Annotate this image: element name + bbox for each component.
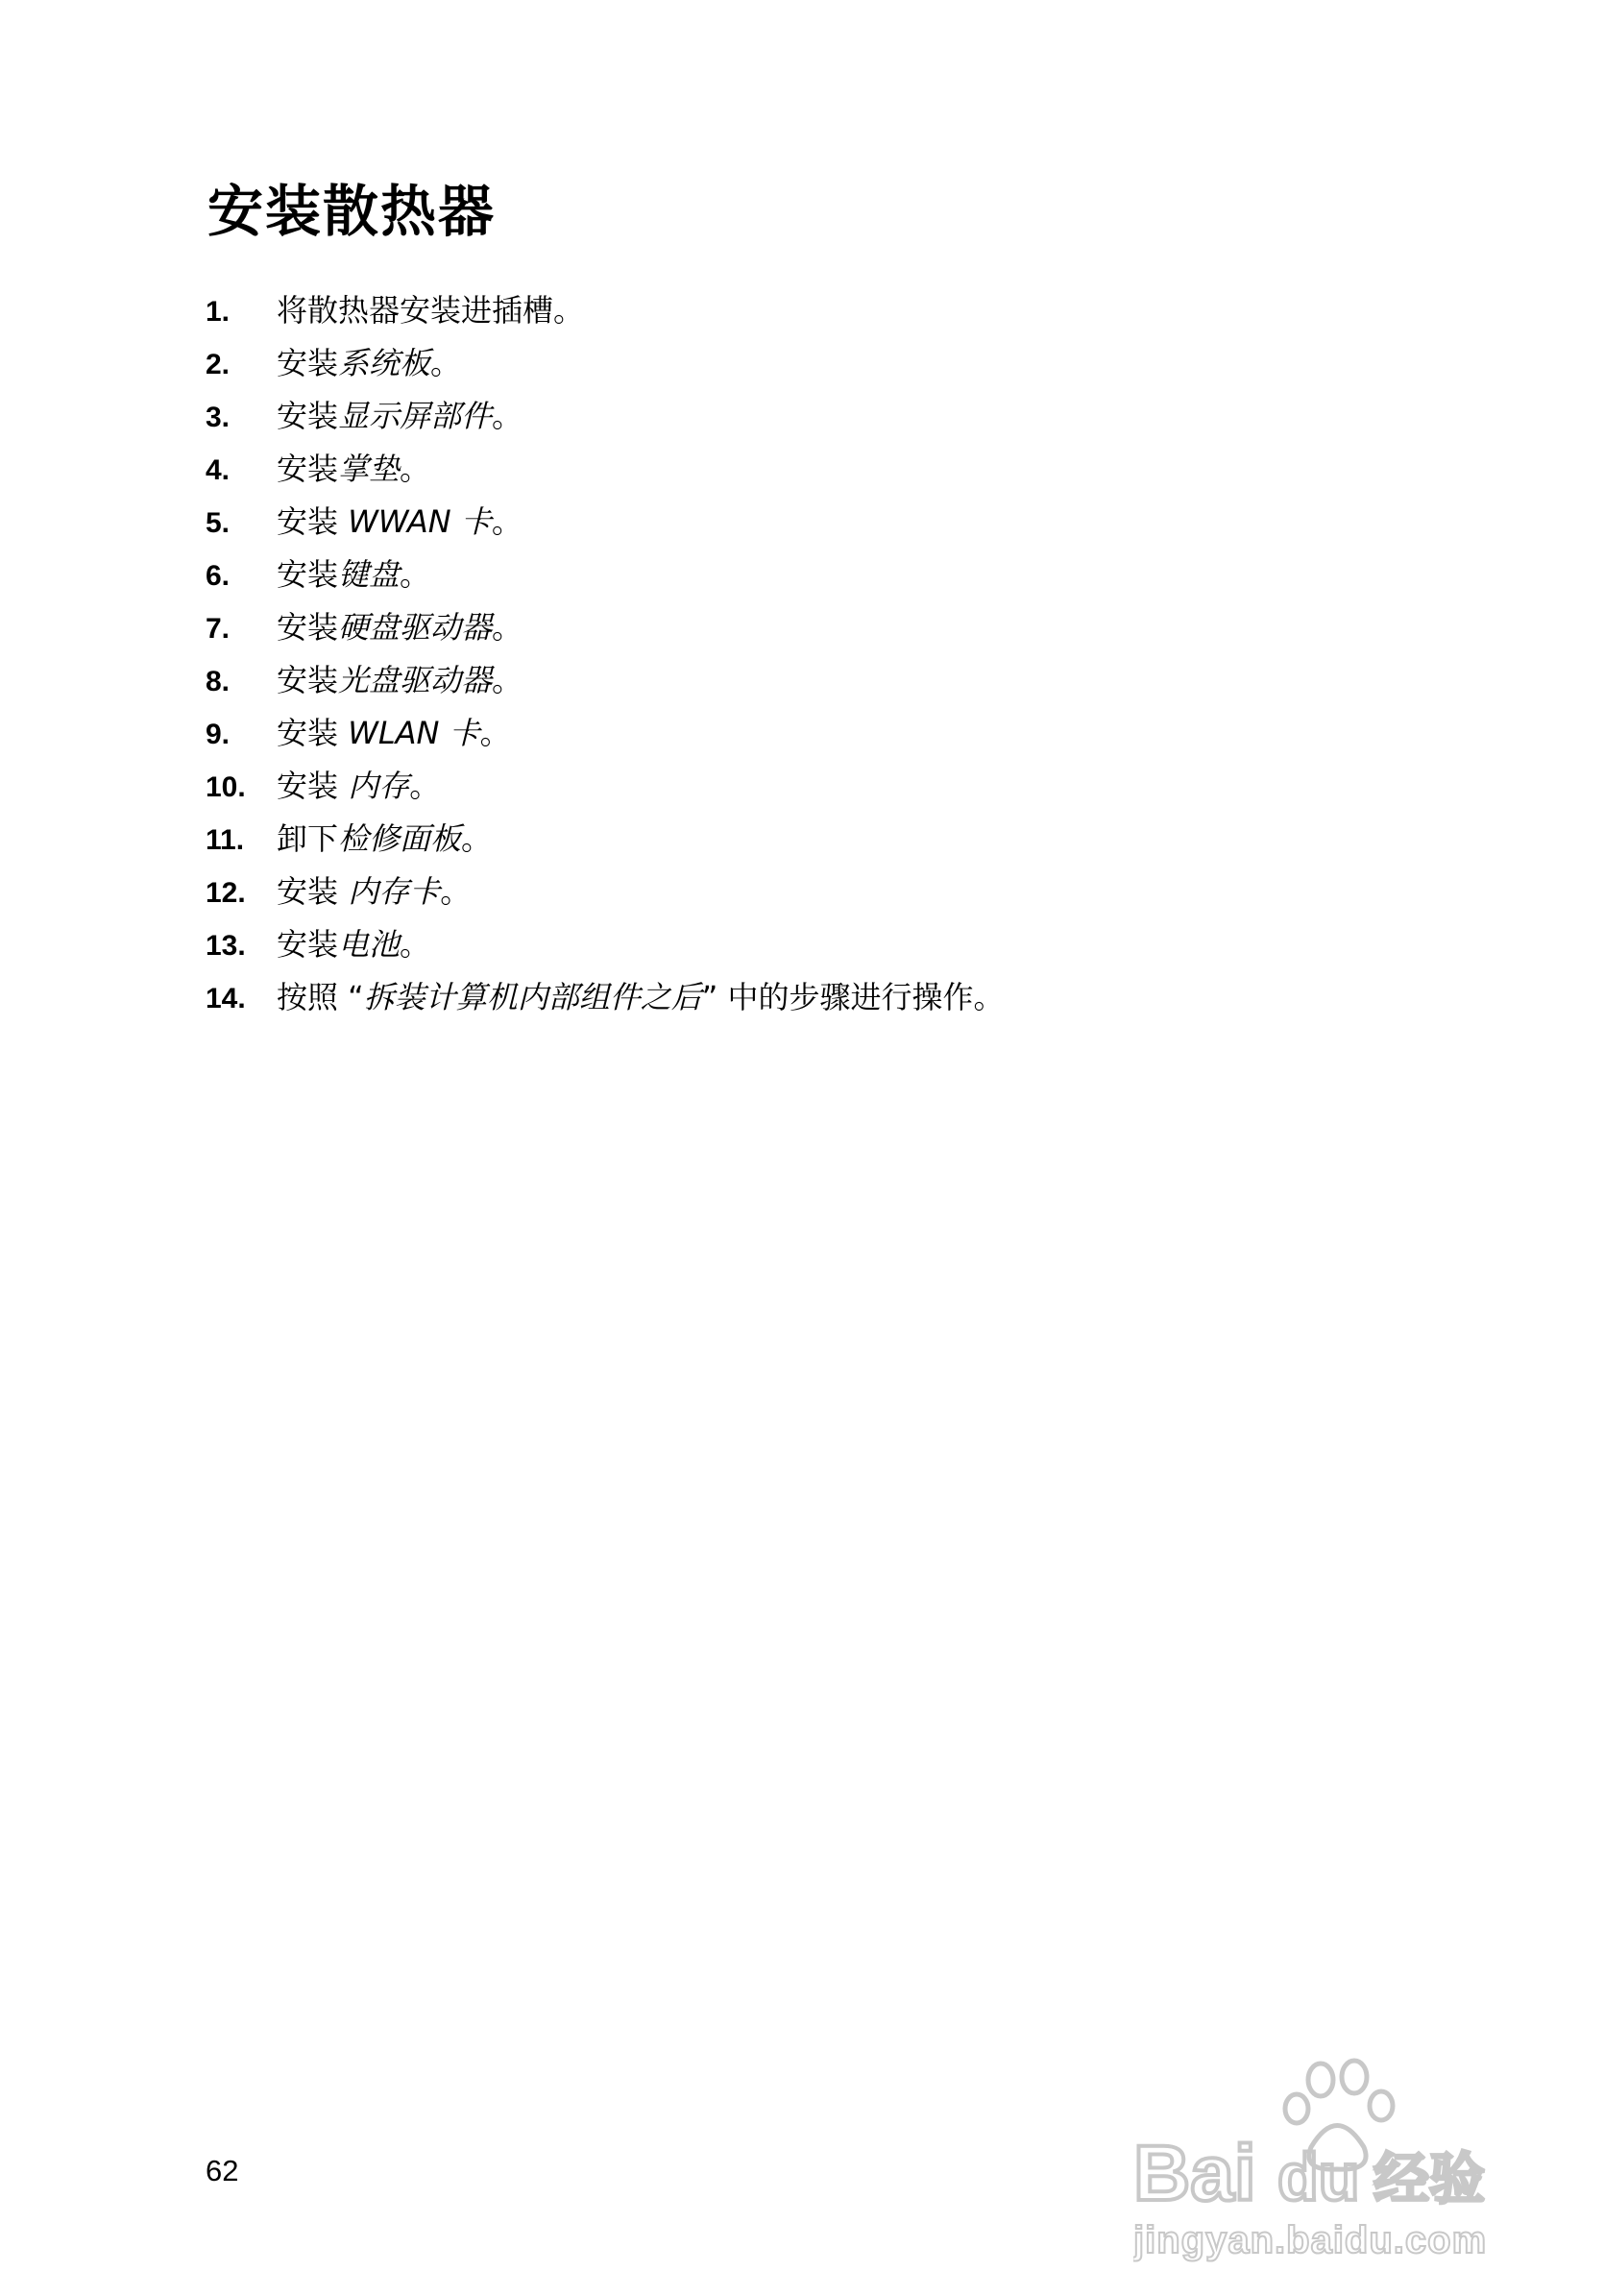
step-item xyxy=(206,813,1005,866)
step-number: 11. xyxy=(206,824,245,856)
step-number: 3. xyxy=(206,402,231,433)
step-text xyxy=(277,715,511,751)
step-text xyxy=(277,820,492,857)
step-text-plain: 安装 xyxy=(277,609,339,646)
step-text-emphasis: WLAN 卡 xyxy=(348,715,480,751)
step-item xyxy=(206,707,1005,760)
step-item xyxy=(206,284,1005,337)
step-text-suffix: 。 xyxy=(400,556,431,593)
step-text-emphasis: 检修面板 xyxy=(338,820,462,857)
watermark-url: jingyan.baidu.com xyxy=(1133,2219,1488,2261)
step-text xyxy=(277,768,440,804)
step-text-plain: 安装 xyxy=(277,873,349,910)
step-text-plain: 安装 xyxy=(277,556,339,593)
step-text-plain: 安装 xyxy=(277,503,349,540)
step-text xyxy=(277,556,430,593)
step-number: 2. xyxy=(206,349,231,380)
watermark-brand-cn: 经验 xyxy=(1373,2146,1486,2211)
step-text-suffix: 。 xyxy=(479,715,511,751)
step-text-emphasis: 掌垫 xyxy=(338,451,401,487)
step-text-emphasis: 显示屏部件 xyxy=(338,398,493,434)
step-item xyxy=(206,918,1005,971)
step-item xyxy=(206,549,1005,601)
step-text-emphasis: 光盘驱动器 xyxy=(338,662,493,698)
step-item xyxy=(206,866,1005,918)
baidu-jingyan-watermark xyxy=(1133,2056,1518,2267)
step-item xyxy=(206,390,1005,443)
step-number: 9. xyxy=(206,719,231,750)
step-number: 13. xyxy=(206,930,246,962)
step-text-suffix: 。 xyxy=(409,768,441,804)
step-text xyxy=(277,451,430,487)
step-text xyxy=(277,503,523,540)
step-text-suffix: 。 xyxy=(440,873,472,910)
step-text-suffix: 。 xyxy=(430,345,462,381)
step-text-emphasis: 内存 xyxy=(348,768,410,804)
step-number: 6. xyxy=(206,560,231,592)
page-title: 安装散热器 xyxy=(207,179,497,244)
page-number: 62 xyxy=(206,2154,239,2187)
step-number: 7. xyxy=(206,613,231,645)
step-text xyxy=(277,662,523,698)
step-text xyxy=(277,345,461,381)
step-text-plain: 安装 xyxy=(277,715,349,751)
step-text xyxy=(277,979,1005,1015)
step-text-suffix: ” 中的步骤进行操作。 xyxy=(701,979,1005,1015)
step-number: 12. xyxy=(206,877,246,909)
step-text-plain: 安装 xyxy=(277,662,339,698)
step-item xyxy=(206,337,1005,390)
step-text-emphasis: WWAN 卡 xyxy=(348,503,492,540)
step-item xyxy=(206,971,1005,1024)
step-number: 8. xyxy=(206,666,231,697)
step-text xyxy=(277,926,430,963)
step-text-emphasis: 内存卡 xyxy=(348,873,441,910)
step-text-plain: 安装 xyxy=(277,768,349,804)
step-text xyxy=(277,292,584,329)
step-text xyxy=(277,398,523,434)
step-text xyxy=(277,609,523,646)
step-item xyxy=(206,443,1005,496)
step-text-plain: 卸下 xyxy=(277,820,339,857)
step-text-suffix: 。 xyxy=(461,820,493,857)
step-text-suffix: 。 xyxy=(492,662,523,698)
step-number: 1. xyxy=(206,296,231,328)
step-number: 4. xyxy=(206,454,231,486)
step-text-plain: 按照 “ xyxy=(277,979,364,1015)
step-text xyxy=(277,873,471,910)
step-number: 14. xyxy=(206,983,246,1014)
step-text-emphasis: 电池 xyxy=(338,926,401,963)
step-text-emphasis: 键盘 xyxy=(338,556,401,593)
step-text-plain: 安装 xyxy=(277,451,339,487)
step-item xyxy=(206,601,1005,654)
step-text-suffix: 。 xyxy=(400,926,431,963)
step-number: 10. xyxy=(206,771,246,803)
step-text-emphasis: 硬盘驱动器 xyxy=(338,609,493,646)
watermark-brand: Bai xyxy=(1133,2130,1256,2217)
step-text-suffix: 。 xyxy=(492,609,523,646)
steps-list xyxy=(206,284,1005,1024)
step-item xyxy=(206,654,1005,707)
watermark-graphic xyxy=(1133,2056,1518,2267)
step-text-plain: 将散热器安装进插槽。 xyxy=(277,292,585,329)
step-text-emphasis: 系统板 xyxy=(338,345,431,381)
step-item xyxy=(206,496,1005,549)
step-text-suffix: 。 xyxy=(400,451,431,487)
step-item xyxy=(206,760,1005,813)
step-text-plain: 安装 xyxy=(277,345,339,381)
step-text-plain: 安装 xyxy=(277,398,339,434)
step-text-suffix: 。 xyxy=(491,503,523,540)
step-text-emphasis: 拆装计算机内部组件之后 xyxy=(363,979,702,1015)
step-number: 5. xyxy=(206,507,231,539)
step-text-suffix: 。 xyxy=(492,398,523,434)
step-text-plain: 安装 xyxy=(277,926,339,963)
watermark-brand-du: du xyxy=(1277,2139,1360,2214)
